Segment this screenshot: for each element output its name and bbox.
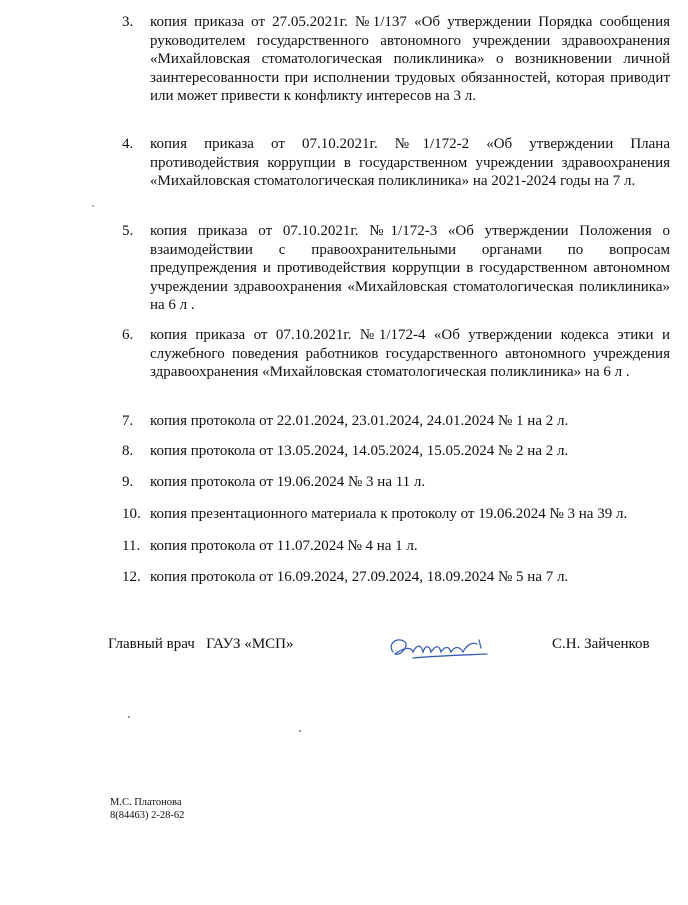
list-item-number: 7. <box>122 413 134 429</box>
list-item-number: 11. <box>122 538 141 554</box>
list-item-text: копия протокола от 11.07.2024 № 4 на 1 л. <box>150 538 418 554</box>
list-item-number: 4. <box>122 136 134 152</box>
scan-speck <box>299 730 301 732</box>
footer-contact <box>110 797 184 822</box>
list-item-text: копия протокола от 22.01.2024, 23.01.2024, 24.01.2024 № 1 на 2 л. <box>150 413 569 429</box>
list-item-text: копия презентационного материала к протоколу от 19.06.2024 № 3 на 39 л. <box>150 506 628 522</box>
footer-phone: 8(84463) 2-28-62 <box>110 809 185 821</box>
list-item-number: 9. <box>122 474 134 490</box>
list-item-text: копия протокола от 13.05.2024, 14.05.2024, 15.05.2024 № 2 на 2 л. <box>150 443 569 459</box>
list-item-text: копия приказа от 07.10.2021г. №1/172-2 «Об утверждении Плана противодействия коррупции в государственном учреждении здравоохранения «Михайловская стоматологическая поликлиника» на 2021-2024 годы на 7 л. <box>150 136 670 190</box>
list-item-text: копия приказа от 07.10.2021г. №1/172-4 «Об утверждении кодекса этики и служебного поведения работников государственного автономного учреждения здравоохранения «Михайловская стоматологическая поликлиника» на 6 л . <box>150 327 670 381</box>
signer-name: С.Н. Зайченков <box>552 636 650 652</box>
list-item-text: копия приказа от 27.05.2021г. №1/137 «Об утверждении Порядка сообщения руководителем государственного автономного учреждении здравоохранения «Михайловская стоматологическая поликлиника» о возникновении личной заинтересованности при исполнении трудовых обязанностей, которая приводит или может привести к конфликту интересов на 3 л. <box>150 14 670 105</box>
list-item-text: копия протокола от 16.09.2024, 27.09.2024, 18.09.2024 № 5 на 7 л. <box>150 569 569 585</box>
list-item-number: 8. <box>122 443 134 459</box>
list-item-number: 3. <box>122 14 134 30</box>
signer-position: Главный врач ГАУЗ «МСП» <box>108 636 294 652</box>
list-item-number: 12. <box>122 569 141 585</box>
list-item-text: копия приказа от 07.10.2021г. №1/172-3 «Об утверждении Положения о взаимодействии с правоохранительными органами по вопросам предупреждения и противодействия коррупции в государственном автономном учреждении здравоохранения «Михайловская стоматологическая поликлиника» на 6 л . <box>150 223 670 314</box>
scan-speck <box>128 716 130 718</box>
signature-block <box>0 636 688 676</box>
footer-author: М.С. Платонова <box>110 797 182 808</box>
list-item-number: 6. <box>122 327 134 343</box>
handwritten-signature <box>383 630 493 670</box>
list-item-text: копия протокола от 19.06.2024 № 3 на 11 л. <box>150 474 426 490</box>
list-item-number: 10. <box>122 506 141 522</box>
list-item-number: 5. <box>122 223 134 239</box>
scan-speck <box>92 205 94 207</box>
